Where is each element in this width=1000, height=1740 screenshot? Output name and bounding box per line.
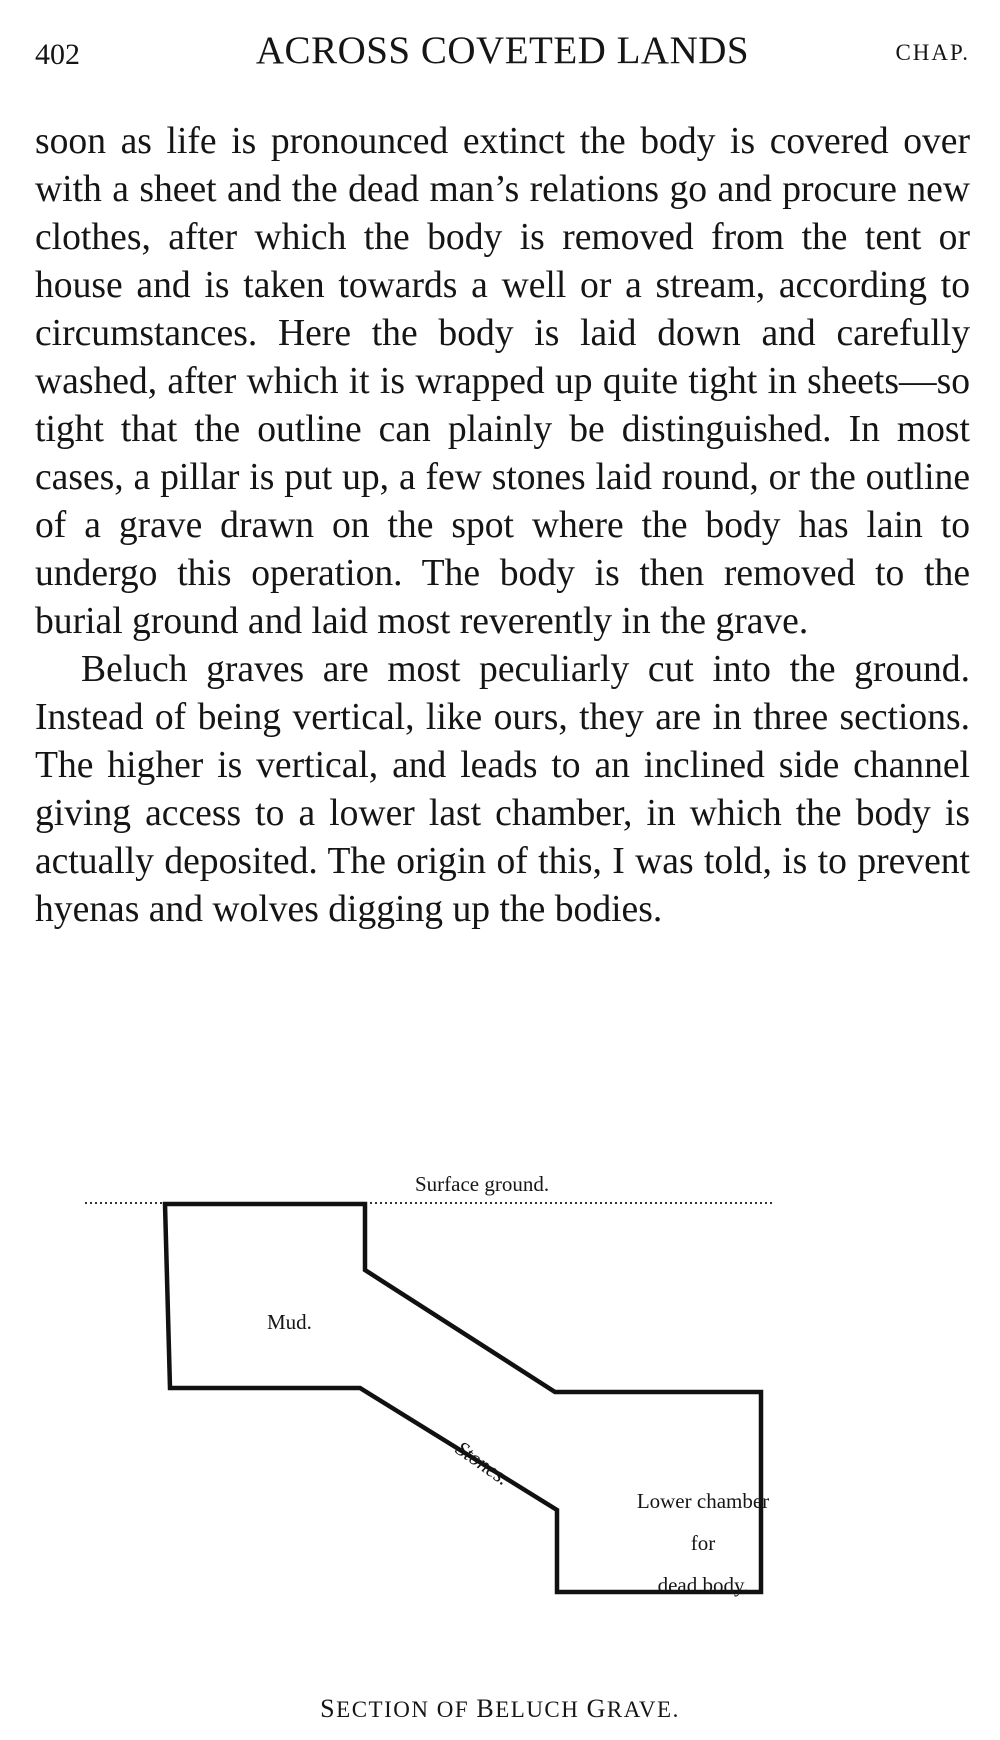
- surface-ground-label: Surface ground.: [415, 1172, 550, 1196]
- stones-label: Stones.: [451, 1436, 515, 1491]
- caption-text: OF: [436, 1697, 477, 1722]
- page-header: [35, 28, 970, 78]
- grave-section-figure: [85, 1170, 875, 1680]
- chamber-label-line: Lower chamber: [636, 1489, 770, 1513]
- chapter-label: CHAP.: [895, 40, 970, 65]
- caption-text: RAVE.: [606, 1697, 680, 1722]
- caption-initial: G: [586, 1694, 607, 1723]
- chamber-label-line: dead body.: [657, 1573, 749, 1597]
- caption-text: ELUCH: [495, 1697, 587, 1722]
- body-text: [35, 118, 970, 934]
- caption-initial: S: [320, 1694, 337, 1723]
- paragraph: soon as life is pronounced extinct the body is covered over with a sheet and the dead man’s relations go and procure new clothes, after which the body is removed from the tent or house and is taken towards a well or a stream, according to circumstances. Here the body is laid down and carefully washed, after which it is wrapped up quite tight in sheets—so tight that the outline can plainly be distinguished. In most cases, a pillar is put up, a few stones laid round, or the outline of a grave drawn on the spot where the body has lain to undergo this operation. The body is then removed to the burial ground and laid most reverently in the grave.: [35, 121, 970, 642]
- page-number: 402: [35, 38, 80, 71]
- lower-chamber-label: [603, 1480, 803, 1606]
- figure-caption: [0, 1694, 1000, 1724]
- mud-label: Mud.: [267, 1310, 312, 1334]
- chamber-label-line: for: [690, 1531, 716, 1555]
- running-title: ACROSS COVETED LANDS: [255, 29, 750, 72]
- caption-initial: B: [476, 1694, 496, 1723]
- caption-text: ECTION: [336, 1697, 437, 1722]
- paragraph: Beluch graves are most peculiarly cut into the ground. Instead of being vertical, like ours, they are in three sections. The higher is vertical, and leads to an inclined side channel giving access to a lower last chamber, in which the body is actually deposited. The origin of this, I was told, is to prevent hyenas and wolves digging up the bodies.: [35, 649, 970, 930]
